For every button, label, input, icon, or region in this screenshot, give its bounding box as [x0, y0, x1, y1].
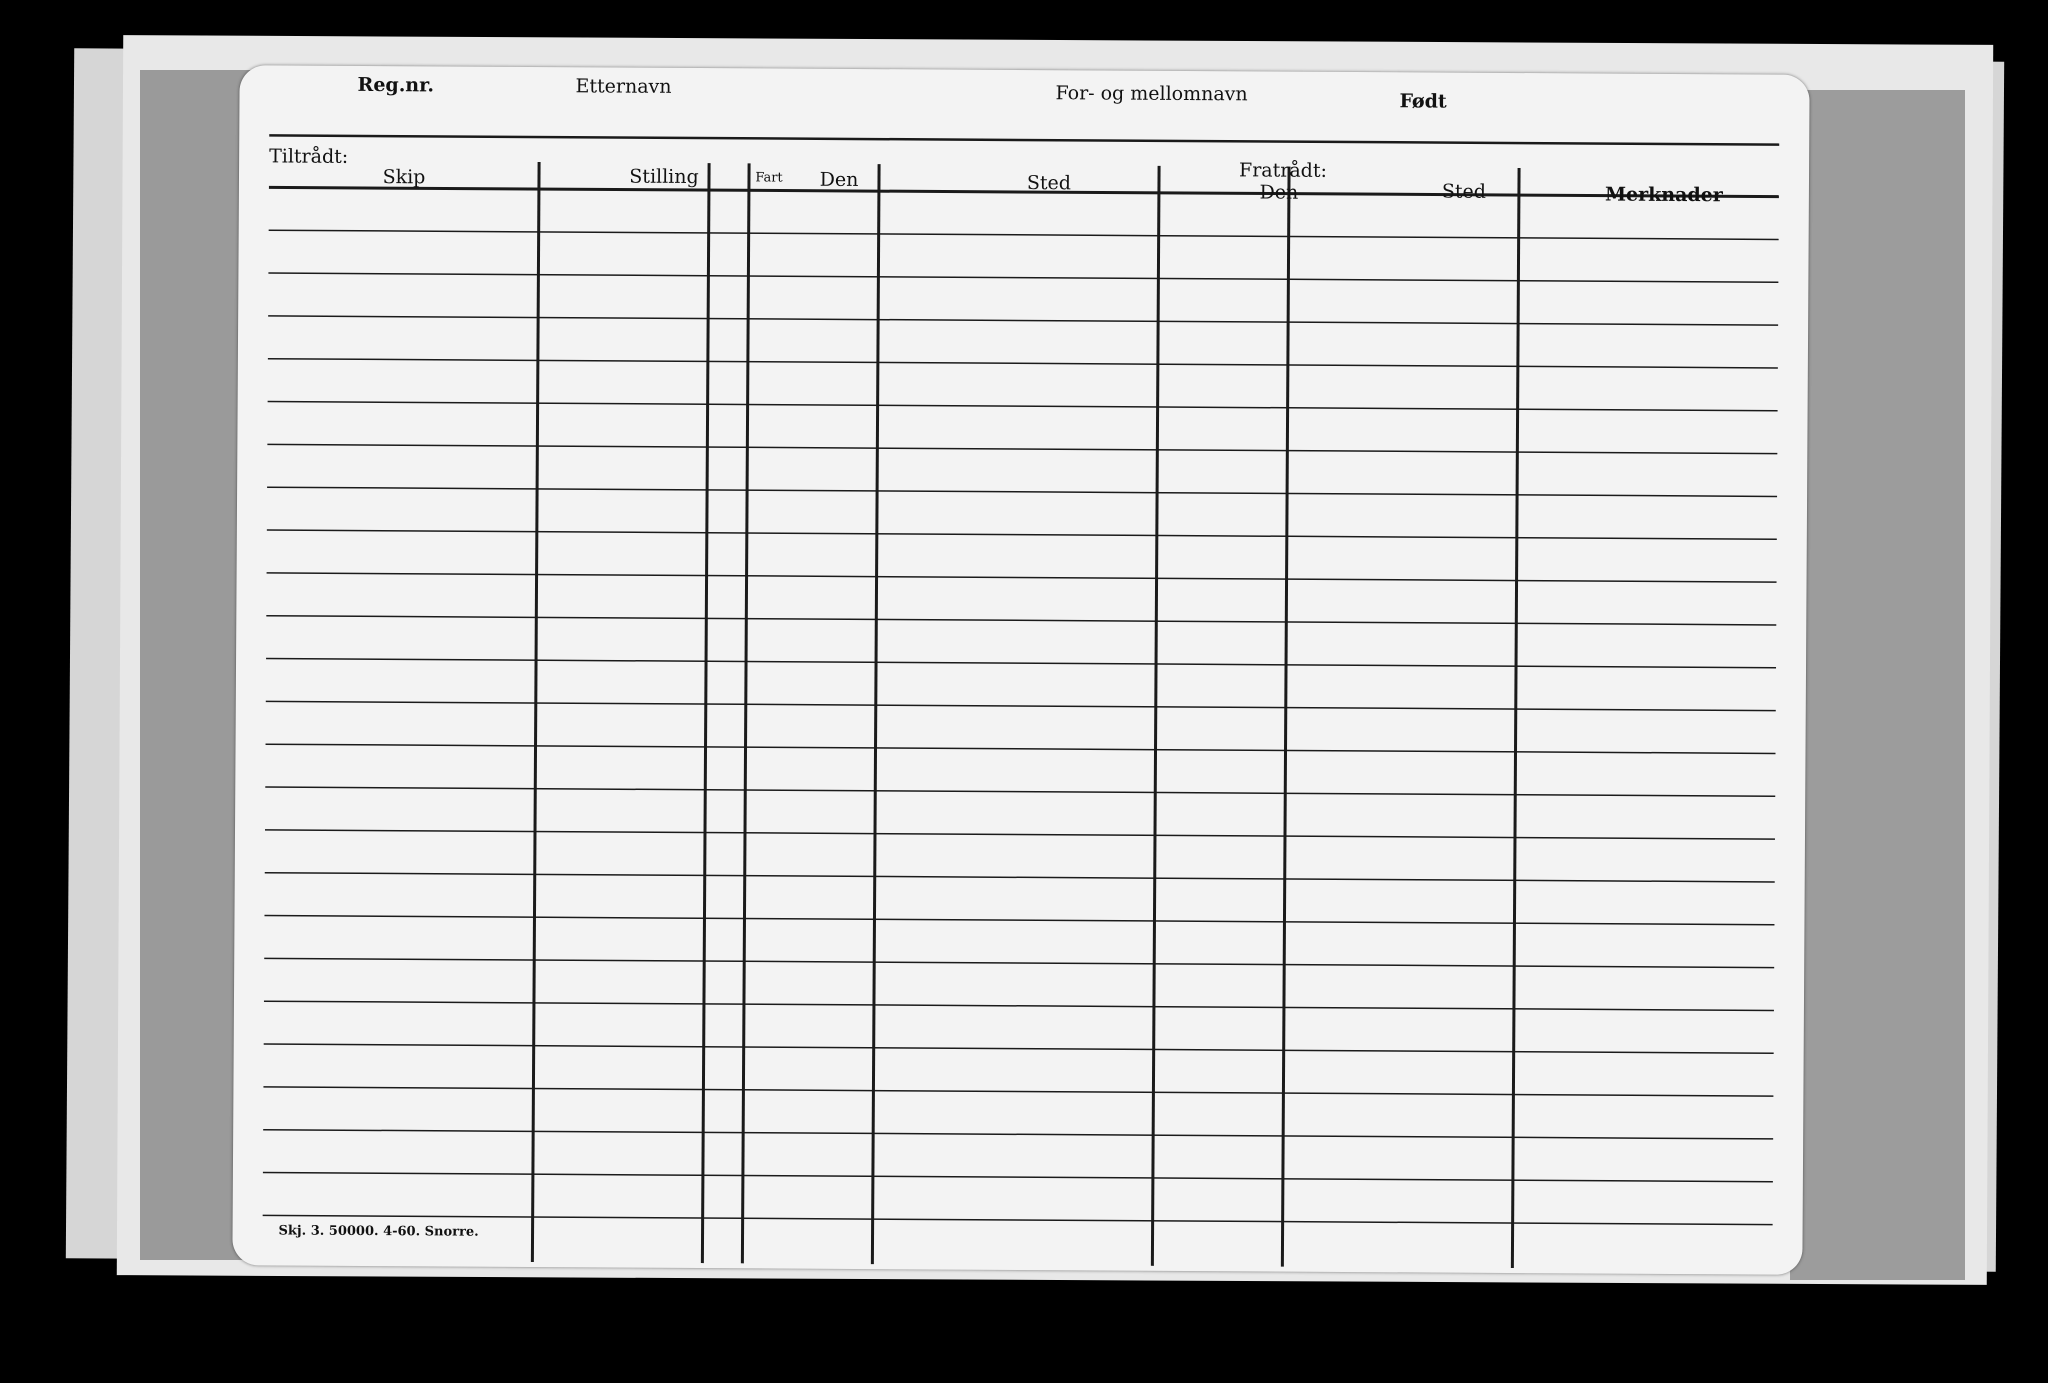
col-divider-stilling — [702, 163, 709, 1263]
row-rule — [267, 444, 1777, 453]
row-rule — [267, 530, 1777, 539]
column-header-rule — [269, 187, 1779, 196]
row-rule — [266, 659, 1776, 668]
col-divider-fratradt-den — [1282, 167, 1289, 1267]
row-rule — [266, 744, 1776, 753]
row-rule — [269, 230, 1779, 239]
col-fart-header: Fart — [755, 170, 783, 186]
row-rule — [266, 701, 1776, 710]
row-rule — [263, 1173, 1773, 1182]
registration-card — [232, 65, 1809, 1275]
col-stilling-header: Stilling — [629, 165, 699, 189]
row-rule — [264, 1044, 1774, 1053]
row-rule — [267, 573, 1777, 582]
col-sted-fratradt-header: Sted — [1441, 180, 1487, 203]
col-divider-den — [872, 164, 879, 1264]
row-rule — [263, 1215, 1773, 1224]
row-rule — [268, 402, 1778, 411]
col-den-header: Den — [819, 168, 859, 191]
for-og-mellomnavn-label: For- og mellomnavn — [1055, 82, 1248, 106]
reg-nr-label: Reg.nr. — [357, 73, 435, 97]
form-print-code: Skj. 3. 50000. 4-60. Snorre. — [278, 1223, 479, 1240]
row-rule — [268, 273, 1778, 282]
row-rule — [267, 487, 1777, 496]
row-rule — [265, 873, 1775, 882]
col-divider-fart — [742, 163, 749, 1263]
row-rule — [264, 916, 1774, 925]
row-rule — [265, 787, 1775, 796]
col-divider-fratradt-sted — [1512, 168, 1519, 1268]
row-rule — [265, 830, 1775, 839]
fratradt-label: Fratrådt: — [1238, 159, 1327, 182]
row-rule — [268, 359, 1778, 368]
row-rule — [264, 958, 1774, 967]
col-merknader-header: Merknader — [1604, 183, 1723, 207]
fodt-label: Født — [1399, 90, 1447, 113]
col-skip-header: Skip — [382, 166, 426, 189]
tiltradt-label: Tiltrådt: — [269, 145, 349, 168]
header-rule — [269, 135, 1779, 144]
col-divider-sted — [1152, 166, 1159, 1266]
row-rule — [263, 1087, 1773, 1096]
etternavn-label: Etternavn — [575, 75, 672, 98]
col-divider-skip — [532, 162, 539, 1262]
row-rule — [263, 1130, 1773, 1139]
form-grid — [232, 65, 1809, 1275]
col-sted-header: Sted — [1026, 172, 1072, 195]
row-rule — [264, 1001, 1774, 1010]
right-card-edge — [1790, 90, 1965, 1280]
col-den-fratradt-header: Den — [1259, 181, 1299, 204]
row-rule — [268, 316, 1778, 325]
row-rule — [266, 616, 1776, 625]
